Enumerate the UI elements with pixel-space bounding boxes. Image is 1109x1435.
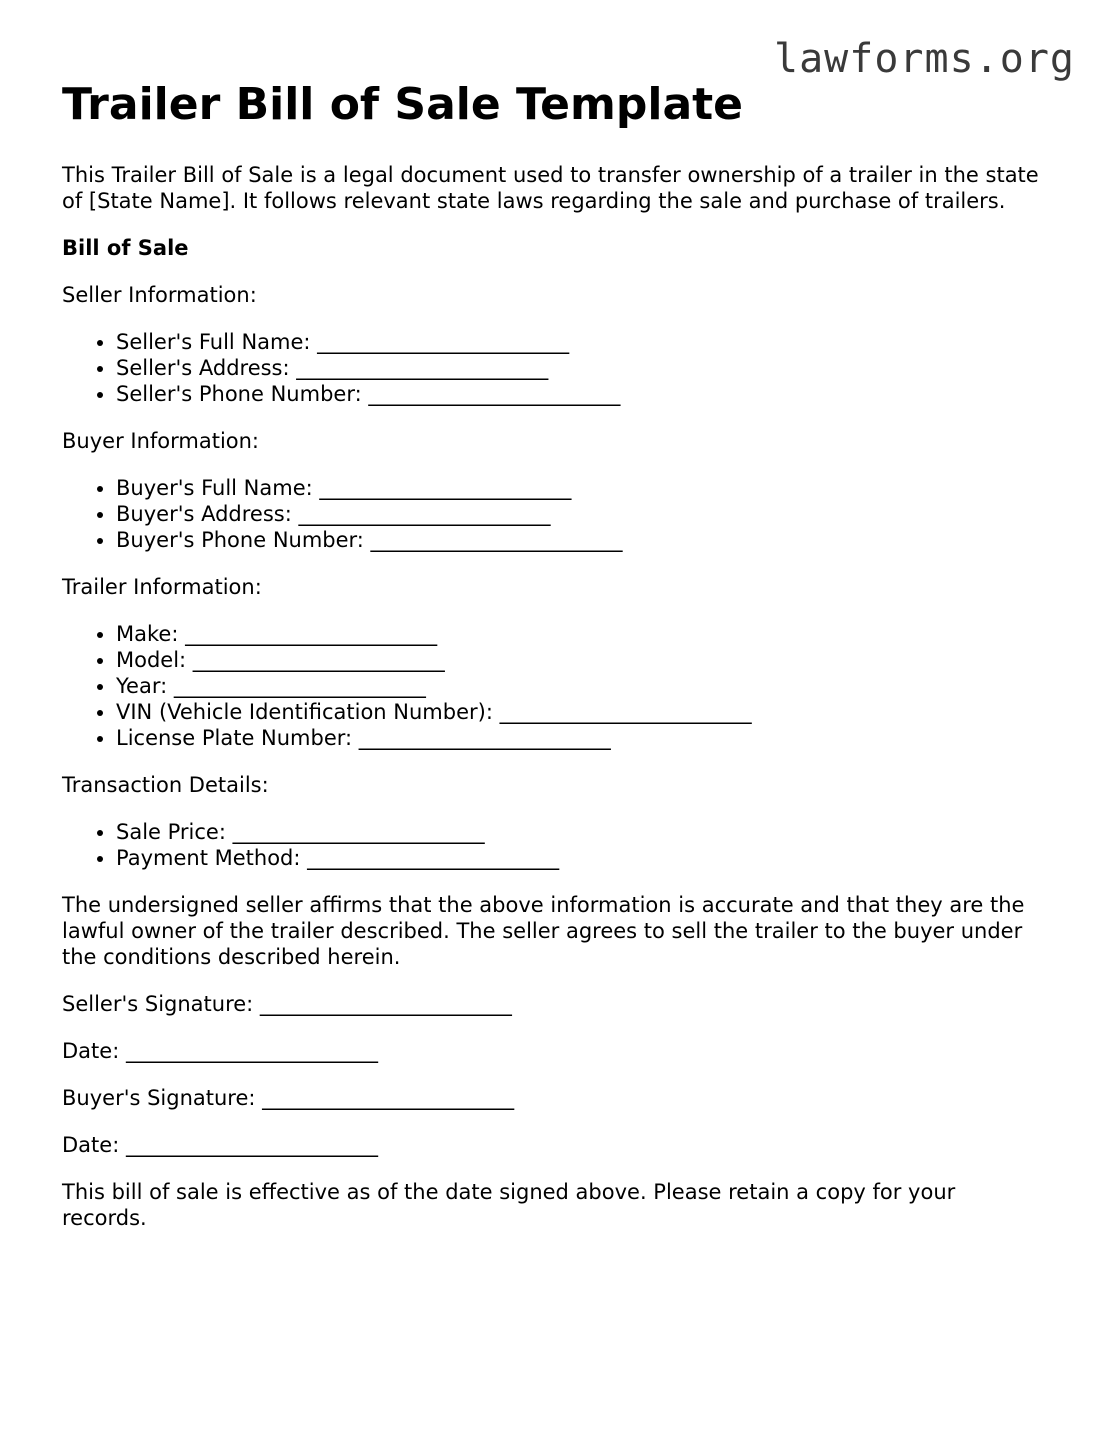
trailer-make-field: • Make: ________________________	[116, 621, 1042, 647]
buyer-signature-line: Buyer's Signature: ________________________	[62, 1086, 515, 1110]
seller-signature-line: Seller's Signature: ________________________	[62, 992, 512, 1016]
bill-of-sale-heading: Bill of Sale	[62, 236, 189, 260]
intro-paragraph: This Trailer Bill of Sale is a legal document used to transfer ownership of a trailer in the state of [State Name]. It follows relevant state laws regarding the sale and purchase of trailers.	[62, 163, 1039, 213]
buyer-info-list	[62, 475, 1042, 553]
seller-info-list	[62, 329, 1042, 407]
transaction-list	[62, 819, 1042, 871]
document-page	[62, 78, 1042, 1252]
seller-full-name-field: • Seller's Full Name: ________________________	[116, 329, 1042, 355]
seller-info-heading: Seller Information:	[62, 283, 257, 307]
trailer-plate-field: • License Plate Number: ________________________	[116, 725, 1042, 751]
buyer-info-heading: Buyer Information:	[62, 429, 260, 453]
affirmation-paragraph: The undersigned seller affirms that the above information is accurate and that they are the lawful owner of the trailer described. The seller agrees to sell the trailer to the buyer under the conditions described herein.	[62, 893, 1025, 969]
trailer-info-list	[62, 621, 1042, 751]
trailer-vin-field: • VIN (Vehicle Identification Number): ________________________	[116, 699, 1042, 725]
sale-price-field: • Sale Price: ________________________	[116, 819, 1042, 845]
buyer-date-line: Date: ________________________	[62, 1133, 378, 1157]
seller-phone-field: • Seller's Phone Number: ________________________	[116, 381, 1042, 407]
payment-method-field: • Payment Method: ________________________	[116, 845, 1042, 871]
buyer-full-name-field: • Buyer's Full Name: ________________________	[116, 475, 1042, 501]
document-title: Trailer Bill of Sale Template	[62, 79, 744, 130]
trailer-model-field: • Model: ________________________	[116, 647, 1042, 673]
closing-paragraph: This bill of sale is effective as of the date signed above. Please retain a copy for your records.	[62, 1180, 956, 1230]
seller-date-line: Date: ________________________	[62, 1039, 378, 1063]
trailer-year-field: • Year: ________________________	[116, 673, 1042, 699]
transaction-heading: Transaction Details:	[62, 773, 269, 797]
buyer-phone-field: • Buyer's Phone Number: ________________________	[116, 527, 1042, 553]
trailer-info-heading: Trailer Information:	[62, 575, 262, 599]
watermark-logo: lawforms.org	[774, 36, 1075, 82]
buyer-address-field: • Buyer's Address: ________________________	[116, 501, 1042, 527]
seller-address-field: • Seller's Address: ________________________	[116, 355, 1042, 381]
